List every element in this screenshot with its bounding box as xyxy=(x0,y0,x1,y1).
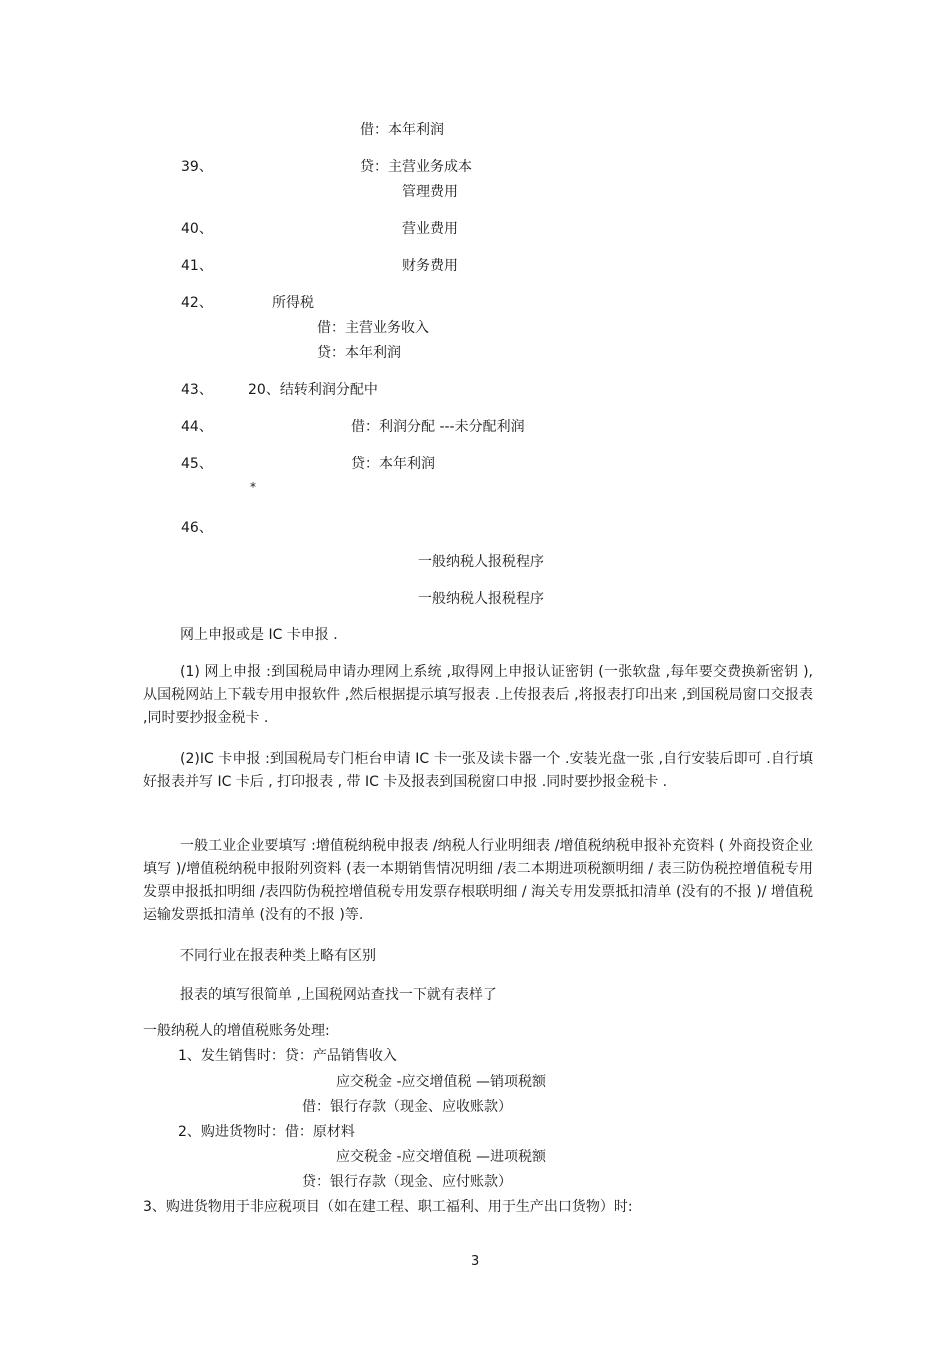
paragraph: (2)IC 卡申报 :到国税局专门柜台申请 IC 卡一张及读卡器一个 .安装光盘一张 ,自行安装后即可 .自行填好报表并写 IC 卡后 , 打印报表 , 带 IC 卡及报表到国税窗口申报 .同时要抄报金税卡 . xyxy=(143,751,813,790)
entry-text: 借：本年利润 xyxy=(360,122,444,138)
entry-text: 借：主营业务收入 xyxy=(317,320,429,336)
paragraph: 网上申报或是 IC 卡申报 . xyxy=(180,627,338,643)
vat-line: 贷：银行存款（现金、应付账款） xyxy=(302,1174,512,1190)
vat-line: 应交税金 -应交增值税 —销项税额 xyxy=(336,1074,546,1090)
item-number: 43、 xyxy=(181,382,213,398)
item-number: 44、 xyxy=(181,419,213,435)
item-number: 42、 xyxy=(181,295,213,311)
item-number: 40、 xyxy=(181,221,213,237)
item-number: 46、 xyxy=(181,520,213,536)
page-number: 3 xyxy=(471,1254,480,1269)
vat-line: 2、购进货物时：借：原材料 xyxy=(178,1124,355,1140)
section-heading: 一般纳税人报税程序 xyxy=(418,591,544,607)
paragraph: 一般工业企业要填写 :增值税纳税申报表 /纳税人行业明细表 /增值税纳税申报补充资料 ( 外商投资企业填写 )/增值税纳税申报附列资料 (表一本期销售情况明细 /表二本期进项税额明细 / 表三防伪税控增值税专用发票申报抵扣明细 /表四防伪税控增值税专用发票存根联明细 / 海关专用发票抵扣清单 (没有的不报 )/ 增值税运输发票抵扣清单 (没有的不报 )等. xyxy=(143,838,813,923)
item-number: 39、 xyxy=(181,159,213,175)
asterisk-mark: * xyxy=(250,480,256,494)
entry-text: 所得税 xyxy=(272,295,314,311)
entry-text: 20、结转利润分配中 xyxy=(248,382,378,398)
vat-title: 一般纳税人的增值税账务处理: xyxy=(143,1023,330,1039)
entry-text: 借：利润分配 ---未分配利润 xyxy=(351,419,525,435)
section-heading: 一般纳税人报税程序 xyxy=(418,554,544,570)
entry-text: 管理费用 xyxy=(402,184,458,200)
paragraph: 不同行业在报表种类上略有区别 xyxy=(180,948,376,964)
item-number: 45、 xyxy=(181,456,213,472)
vat-line: 应交税金 -应交增值税 —进项税额 xyxy=(336,1149,546,1165)
vat-line: 1、发生销售时：贷：产品销售收入 xyxy=(178,1048,397,1064)
paragraph: (1) 网上申报 :到国税局申请办理网上系统 ,取得网上申报认证密钥 (一张软盘 ,每年要交费换新密钥 ), 从国税网站上下载专用申报软件 ,然后根据提示填写报表 .上传报表后 ,将报表打印出来 ,到国税局窗口交报表 ,同时要抄报金税卡 . xyxy=(143,664,813,726)
entry-text: 贷：本年利润 xyxy=(317,345,401,361)
entry-text: 贷：本年利润 xyxy=(351,456,435,472)
entry-text: 营业费用 xyxy=(402,221,458,237)
entry-text: 财务费用 xyxy=(402,258,458,274)
vat-line: 3、购进货物用于非应税项目（如在建工程、职工福利、用于生产出口货物）时: xyxy=(143,1199,633,1215)
vat-line: 借：银行存款（现金、应收账款） xyxy=(302,1099,512,1115)
paragraph: 报表的填写很简单 ,上国税网站查找一下就有表样了 xyxy=(180,987,497,1003)
item-number: 41、 xyxy=(181,258,213,274)
entry-text: 贷：主营业务成本 xyxy=(360,159,472,175)
